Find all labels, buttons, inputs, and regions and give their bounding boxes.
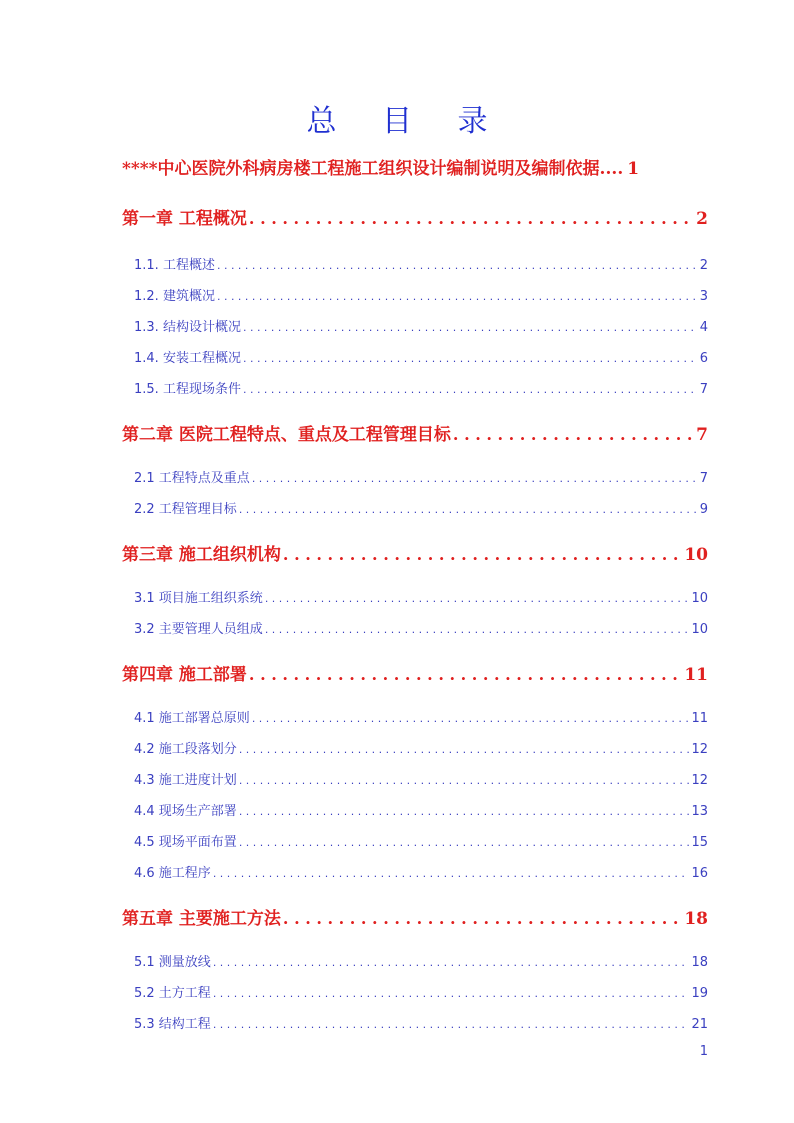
toc-section-4-1[interactable] [134,707,708,726]
toc-section-4-4[interactable] [134,800,708,819]
toc-entry-page: 9 [699,502,708,517]
toc-entry-page: 15 [691,835,708,850]
toc-entry-page: 13 [691,804,708,819]
toc-section-5-2[interactable] [134,982,708,1001]
toc-intro-entry[interactable] [122,154,682,179]
toc-entry-page: 10 [691,622,708,637]
toc-entry-page: 7 [699,471,708,486]
dot-leader [213,987,690,1000]
toc-entry-page: 4 [699,320,708,335]
toc-chapter-2[interactable] [122,420,708,445]
toc-entry-label: 1.3. 结构设计概况 [134,320,241,335]
toc-entry-page: 18 [691,955,708,970]
toc-entry-label: 2.2 工程管理目标 [134,502,237,517]
dot-leader [265,592,690,605]
toc-section-4-3[interactable] [134,769,708,788]
dot-leader [243,321,698,334]
toc-entry-page: 3 [699,289,708,304]
toc-entry-label: 第三章 施工组织机构 [122,545,281,565]
toc-section-4-5[interactable] [134,831,708,850]
toc-entry-page: 18 [684,909,708,929]
dot-leader [239,743,690,756]
toc-entry-page: 11 [691,711,708,726]
toc-section-2-1[interactable] [134,467,708,486]
toc-entry-page: 11 [684,665,708,685]
toc-entry-label: 4.6 施工程序 [134,866,211,881]
dot-leader [283,545,682,564]
dot-leader [239,503,698,516]
toc-section-1-3[interactable] [134,316,708,335]
toc-section-1-1[interactable] [134,254,708,273]
toc-entry-label: 3.2 主要管理人员组成 [134,622,263,637]
toc-entry-label: 5.2 土方工程 [134,986,211,1001]
dot-leader [213,956,690,969]
toc-entry-page: 19 [691,986,708,1001]
toc-entry-label: 1.5. 工程现场条件 [134,382,241,397]
toc-entry-label: 第五章 主要施工方法 [122,909,281,929]
toc-chapter-1[interactable] [122,204,708,229]
page-number: 1 [699,1044,708,1059]
toc-entry-page: 7 [699,382,708,397]
dot-leader [243,352,698,365]
dot-leader [239,774,690,787]
dot-leader [249,665,682,684]
toc-entry-page: 12 [691,773,708,788]
toc-entry-label: 5.1 测量放线 [134,955,211,970]
toc-section-4-6[interactable] [134,862,708,881]
toc-section-1-4[interactable] [134,347,708,366]
toc-entry-page: 21 [691,1017,708,1032]
toc-entry-label: 4.1 施工部署总原则 [134,711,250,726]
toc-entry-page: 7 [696,425,708,445]
toc-entry-page: 16 [691,866,708,881]
page-title: 总 目 录 [306,104,506,139]
dot-leader [213,867,690,880]
toc-section-1-5[interactable] [134,378,708,397]
toc-entry-page: 6 [699,351,708,366]
toc-section-3-1[interactable] [134,587,708,606]
toc-entry-label: 2.1 工程特点及重点 [134,471,250,486]
toc-section-3-2[interactable] [134,618,708,637]
toc-entry-page: 10 [684,545,708,565]
toc-chapter-3[interactable] [122,540,708,565]
dot-leader [217,290,698,303]
toc-entry-label: 4.5 现场平面布置 [134,835,237,850]
toc-entry-label: 4.2 施工段落划分 [134,742,237,757]
toc-entry-label: 1.1. 工程概述 [134,258,215,273]
toc-entry-label: 4.4 现场生产部署 [134,804,237,819]
toc-entry-label: 4.3 施工进度计划 [134,773,237,788]
dot-leader [283,909,682,928]
dot-leader [217,259,698,272]
toc-entry-page: 2 [696,209,708,229]
toc-entry-label: 第一章 工程概况 [122,209,247,229]
toc-entry-label: 3.1 项目施工组织系统 [134,591,263,606]
toc-entry-page: 2 [699,258,708,273]
dot-leader [239,836,690,849]
dot-leader [243,383,698,396]
toc-entry-label: 1.2. 建筑概况 [134,289,215,304]
toc-entry-label: 1.4. 安装工程概况 [134,351,241,366]
toc-chapter-4[interactable] [122,660,708,685]
dot-leader [249,209,694,228]
dot-leader [453,425,694,444]
dot-leader [213,1018,690,1031]
toc-chapter-5[interactable] [122,904,708,929]
toc-entry-label: 5.3 结构工程 [134,1017,211,1032]
toc-section-5-3[interactable] [134,1013,708,1032]
toc-section-1-2[interactable] [134,285,708,304]
toc-section-5-1[interactable] [134,951,708,970]
dot-leader [252,472,698,485]
toc-entry-page: 10 [691,591,708,606]
dot-leader [265,623,690,636]
toc-entry-label: 第四章 施工部署 [122,665,247,685]
dot-leader [239,805,690,818]
dot-leader [252,712,690,725]
toc-entry-label: 第二章 医院工程特点、重点及工程管理目标 [122,425,451,445]
toc-entry-page: 12 [691,742,708,757]
toc-entry-page: 1 [627,159,640,179]
toc-section-4-2[interactable] [134,738,708,757]
toc-section-2-2[interactable] [134,498,708,517]
toc-entry-label: ****中心医院外科病房楼工程施工组织设计编制说明及编制依据.... [122,159,624,179]
